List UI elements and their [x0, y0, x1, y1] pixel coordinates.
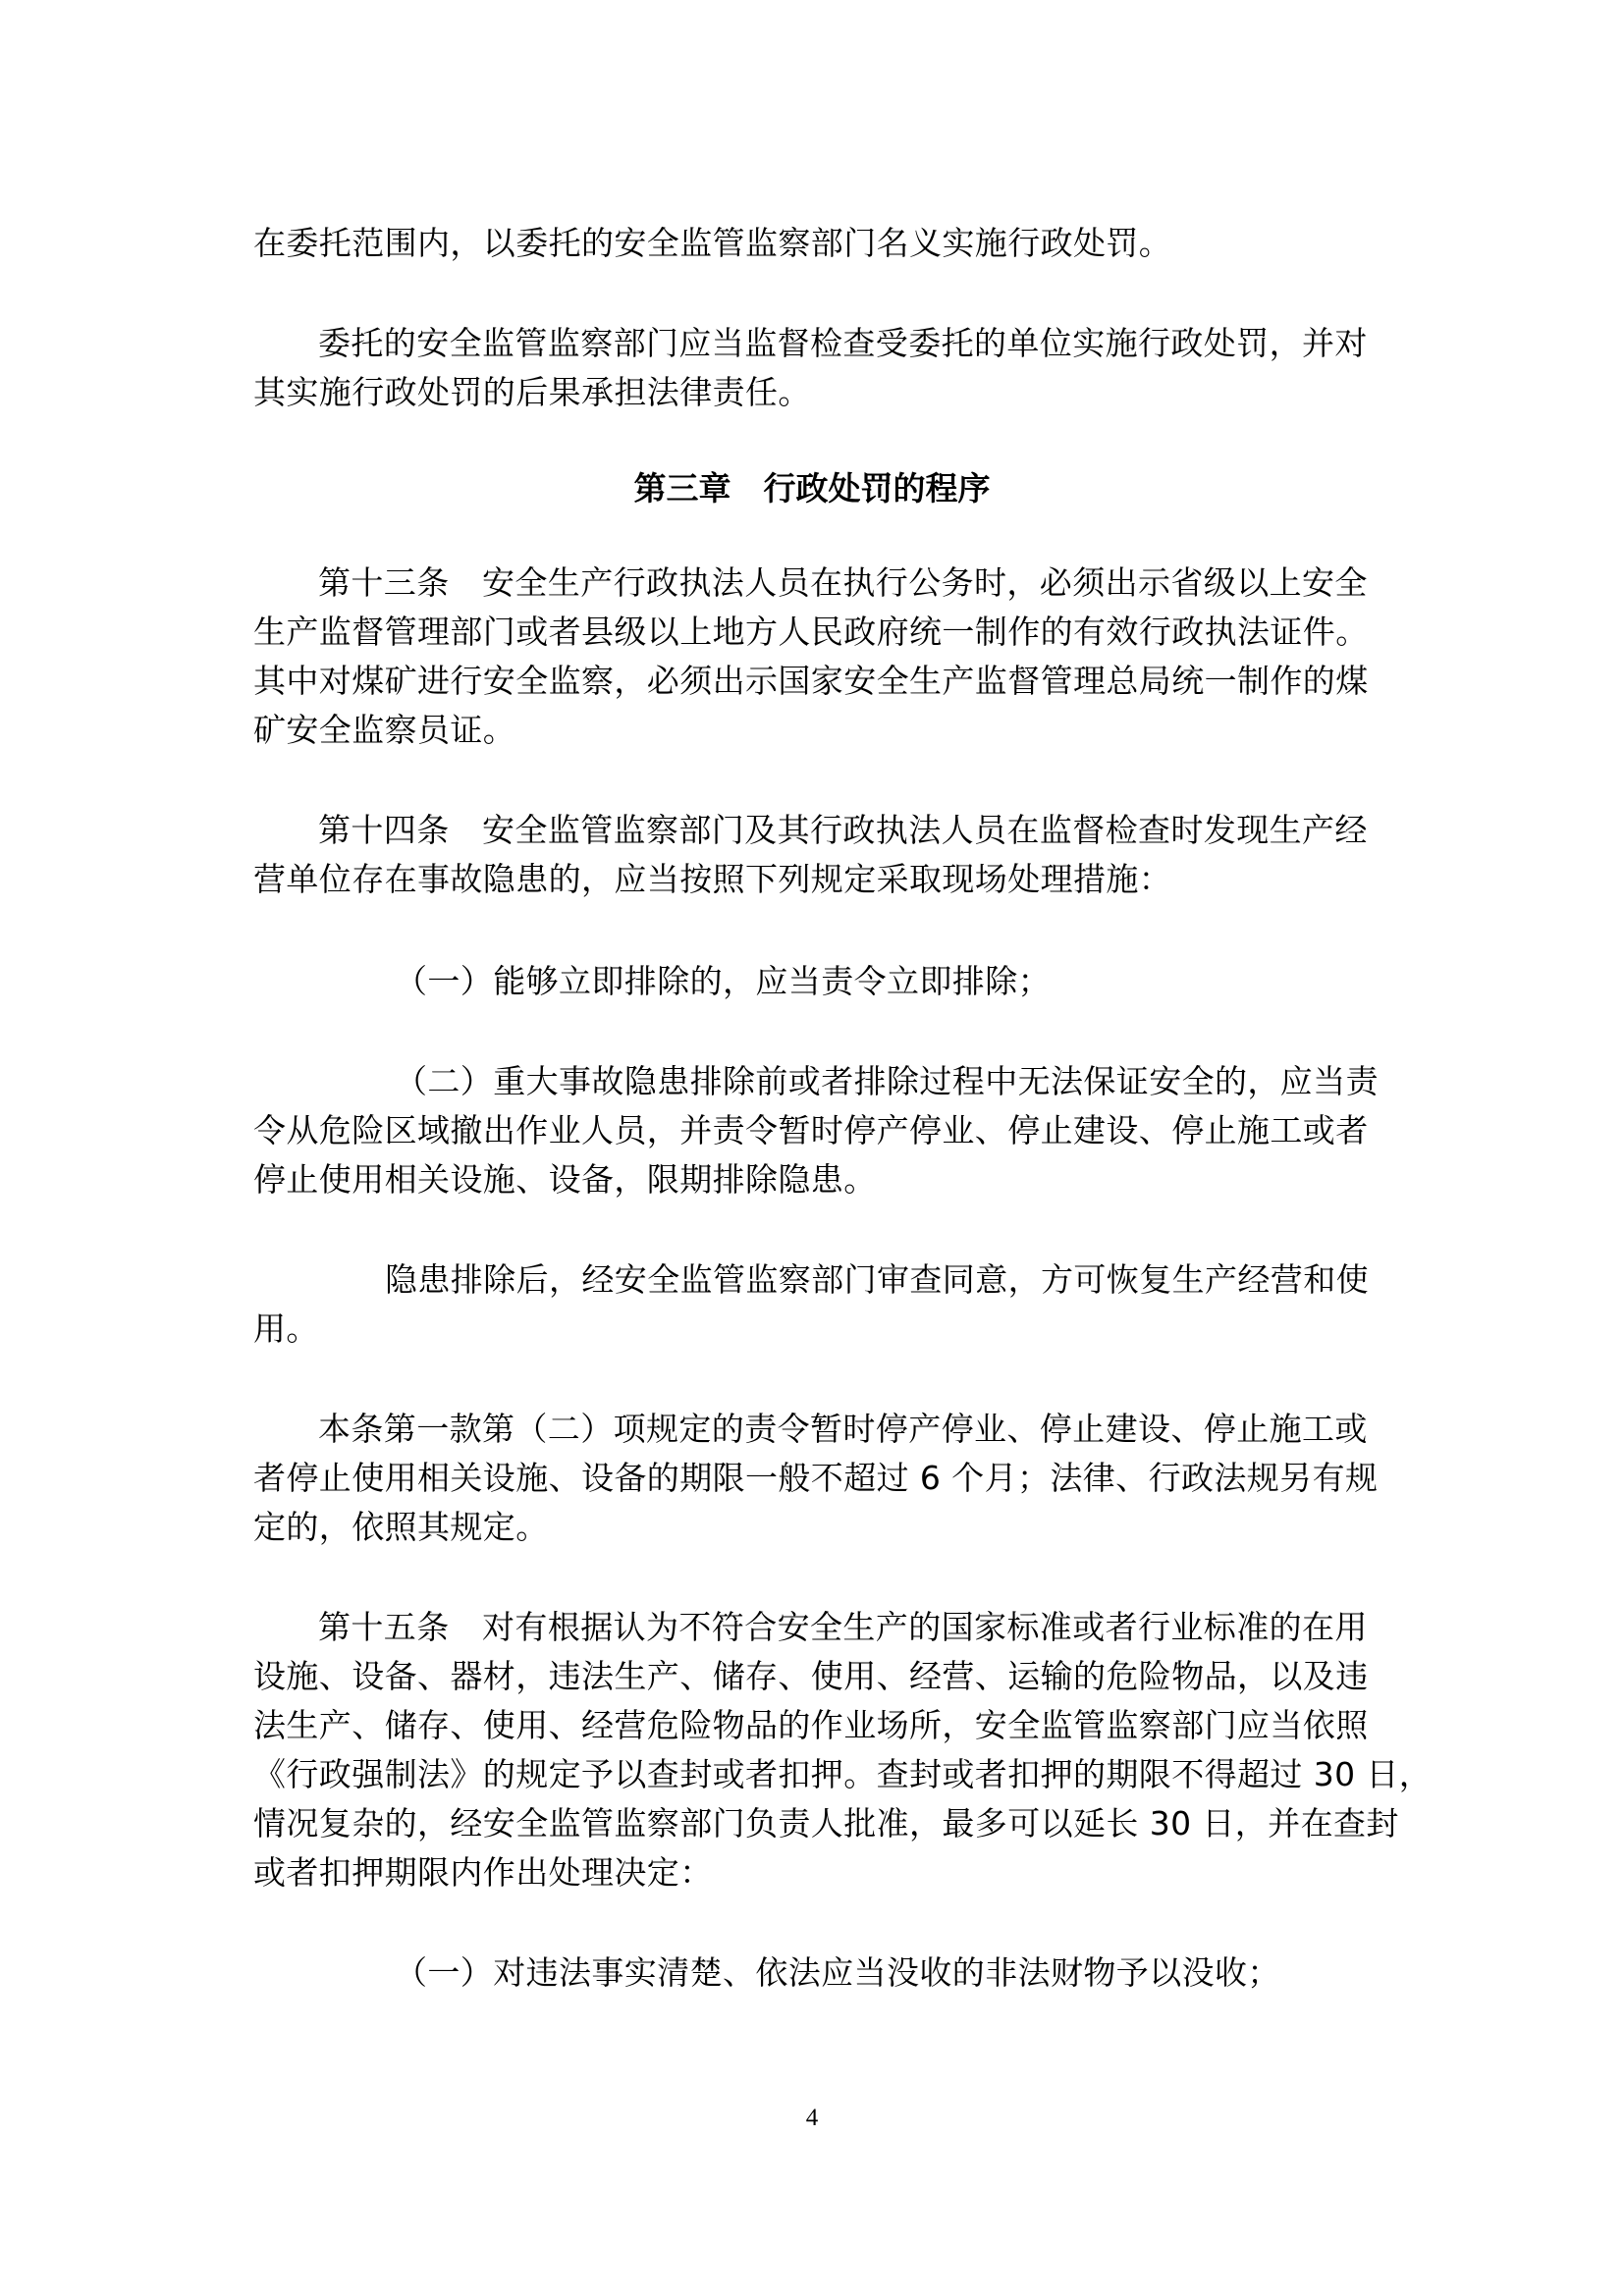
- text-line: 其实施行政处罚的后果承担法律责任。: [253, 373, 811, 411]
- text-line: 设施、设备、器材，违法生产、储存、使用、经营、运输的危险物品，以及违: [253, 1657, 1369, 1695]
- text-line: 矿安全监察员证。: [253, 711, 516, 749]
- text-line: 委托的安全监管监察部门应当监督检查受委托的单位实施行政处罚，并对: [318, 324, 1368, 362]
- text-line: 用。: [253, 1309, 319, 1348]
- text-line: 营单位存在事故隐患的，应当按照下列规定采取现场处理措施：: [253, 860, 1172, 898]
- text-line: 法生产、储存、使用、经营危险物品的作业场所，安全监管监察部门应当依照: [253, 1706, 1369, 1744]
- text-line: （一）对违法事实清楚、依法应当没收的非法财物予以没收；: [395, 1953, 1280, 1992]
- text-line: 隐患排除后，经安全监管监察部门审查同意，方可恢复生产经营和使: [385, 1260, 1369, 1299]
- text-line: （二）重大事故隐患排除前或者排除过程中无法保证安全的，应当责: [395, 1062, 1379, 1100]
- text-line: 定的，依照其规定。: [253, 1508, 549, 1546]
- text-line: 情况复杂的，经安全监管监察部门负责人批准，最多可以延长 30 日，并在查封: [253, 1804, 1399, 1842]
- chapter-heading: 第三章 行政处罚的程序: [633, 469, 991, 507]
- text-line: 或者扣押期限内作出处理决定：: [253, 1853, 713, 1892]
- text-line: 第十五条 对有根据认为不符合安全生产的国家标准或者行业标准的在用: [318, 1608, 1368, 1646]
- text-line: 令从危险区域撤出作业人员，并责令暂时停产停业、停止建设、停止施工或者: [253, 1111, 1369, 1149]
- text-line: 其中对煤矿进行安全监察，必须出示国家安全生产监督管理总局统一制作的煤: [253, 662, 1369, 700]
- text-line: 本条第一款第（二）项规定的责令暂时停产停业、停止建设、停止施工或: [318, 1410, 1368, 1448]
- text-line: 第十三条 安全生产行政执法人员在执行公务时，必须出示省级以上安全: [318, 563, 1368, 602]
- text-line: 在委托范围内，以委托的安全监管监察部门名义实施行政处罚。: [253, 224, 1172, 262]
- text-line: 者停止使用相关设施、设备的期限一般不超过 6 个月；法律、行政法规另有规: [253, 1459, 1379, 1497]
- text-line: 《行政强制法》的规定予以查封或者扣押。查封或者扣押的期限不得超过 30 日，: [253, 1755, 1433, 1793]
- text-line: 生产监督管理部门或者县级以上地方人民政府统一制作的有效行政执法证件。: [253, 613, 1369, 651]
- text-line: 停止使用相关设施、设备，限期排除隐患。: [253, 1160, 877, 1199]
- text-line: （一）能够立即排除的，应当责令立即排除；: [395, 962, 1051, 1000]
- page-number: 4: [805, 2105, 819, 2131]
- text-line: 第十四条 安全监管监察部门及其行政执法人员在监督检查时发现生产经: [318, 811, 1368, 849]
